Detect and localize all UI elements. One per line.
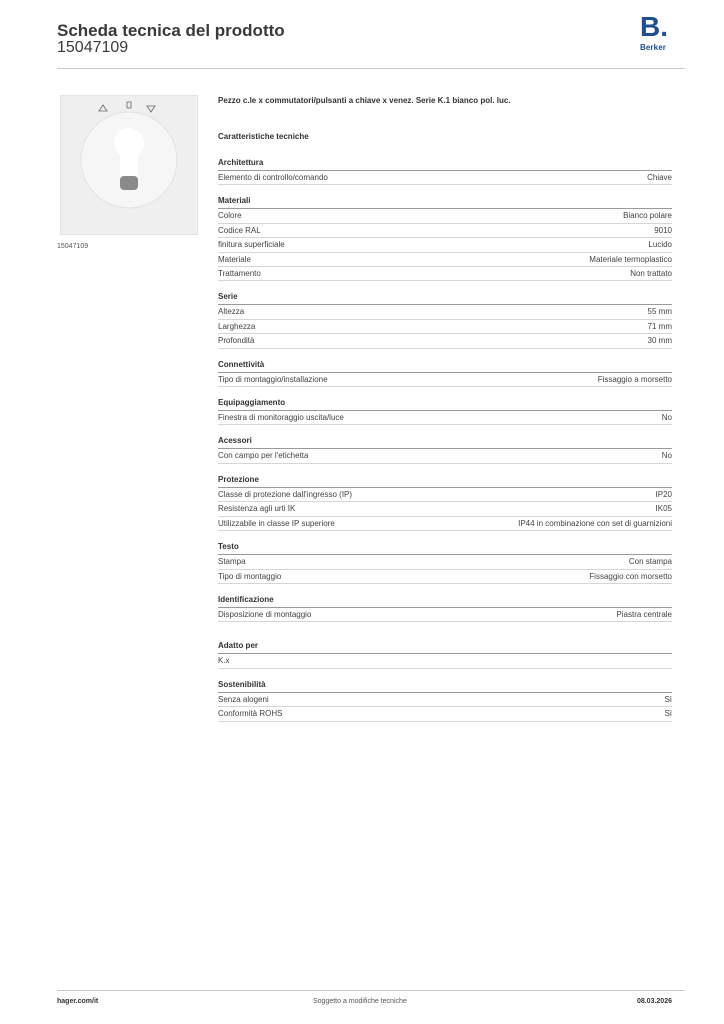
spec-label: Elemento di controllo/comando	[218, 173, 328, 182]
section-title: Testo	[218, 541, 672, 555]
spec-sections	[218, 157, 672, 722]
spec-label: Trattamento	[218, 269, 261, 279]
spec-value: Fissaggio a morsetto	[597, 374, 672, 384]
spec-row	[218, 707, 672, 721]
spec-value: IP20	[655, 489, 672, 499]
spec-row	[218, 693, 672, 707]
product-image	[60, 95, 198, 235]
image-caption: 15047109	[57, 243, 89, 250]
section-title: Equipaggiamento	[218, 397, 672, 411]
section-testo	[218, 541, 672, 584]
section-connettivita	[218, 359, 672, 387]
spec-label: Conformità ROHS	[218, 709, 283, 719]
spec-label: Classe di protezione dall'ingresso (IP)	[218, 489, 353, 499]
spec-row	[218, 555, 672, 569]
spec-label: Resistenza agli urti IK	[218, 504, 296, 514]
spec-row	[218, 305, 672, 319]
section-equipaggiamento	[218, 397, 672, 425]
spec-value: Non trattato	[630, 269, 672, 279]
section-title: Protezione	[218, 474, 672, 488]
spec-value: IK05	[655, 504, 672, 514]
section-title: Adatto per	[218, 640, 672, 654]
spec-value: 30 mm	[647, 336, 672, 346]
spec-label: K.x	[218, 656, 230, 666]
spec-row	[218, 373, 672, 387]
section-protezione	[218, 474, 672, 531]
footer-date: 08.03.2026	[636, 998, 672, 1005]
section-title: Acessori	[218, 435, 672, 449]
spec-content	[218, 95, 672, 732]
spec-row	[218, 654, 672, 668]
spec-value: Materiale termoplastico	[589, 254, 672, 264]
spec-value: IP44 in combinazione con set di guarnizioni	[518, 518, 672, 528]
footer-divider	[57, 990, 685, 991]
spec-row	[218, 238, 672, 252]
spec-label: Profondità	[218, 336, 255, 346]
spec-value: Sì	[664, 694, 672, 704]
spec-row	[218, 224, 672, 238]
key-cover-plate-illustration	[61, 96, 197, 234]
spec-label: finitura superficiale	[218, 240, 285, 250]
spec-value: Bianco polare	[623, 211, 672, 221]
spec-row	[218, 502, 672, 516]
spec-label: Disposizione di montaggio	[218, 609, 312, 619]
spec-label: Larghezza	[218, 321, 256, 331]
section-title: Serie	[218, 291, 672, 305]
spec-row	[218, 608, 672, 622]
spec-value: No	[661, 451, 672, 461]
section-serie	[218, 291, 672, 348]
spec-label: Codice RAL	[218, 225, 261, 235]
spec-row	[218, 570, 672, 584]
spec-label: Stampa	[218, 557, 246, 567]
spec-value: Lucido	[648, 240, 672, 250]
spec-value: Con stampa	[628, 557, 672, 567]
spec-value: No	[661, 413, 672, 423]
product-number: 15047109	[57, 39, 129, 56]
section-title: Connettività	[218, 359, 672, 373]
logo-letter: B.	[640, 11, 668, 42]
logo-text: Berker	[640, 43, 666, 52]
spec-value: 71 mm	[647, 321, 672, 331]
section-sostenibilita	[218, 679, 672, 722]
berker-logo	[637, 11, 677, 56]
spec-label: Altezza	[218, 307, 245, 317]
spec-value: Chiave	[647, 173, 672, 182]
section-materiali	[218, 195, 672, 281]
spec-row	[218, 320, 672, 334]
spec-label: Tipo di montaggio	[218, 571, 282, 581]
spec-value: Fissaggio con morsetto	[589, 571, 672, 581]
spec-row	[218, 253, 672, 267]
spec-label: Finestra di monitoraggio uscita/luce	[218, 413, 344, 423]
section-architettura	[218, 157, 672, 185]
spec-row	[218, 517, 672, 531]
spec-row	[218, 411, 672, 425]
spec-label: Senza alogeni	[218, 694, 269, 704]
spec-row	[218, 171, 672, 185]
spec-value: Sì	[664, 709, 672, 719]
spec-row	[218, 209, 672, 223]
spec-label: Con campo per l'etichetta	[218, 451, 309, 461]
section-title: Sostenibilità	[218, 679, 672, 693]
tech-heading: Caratteristiche tecniche	[218, 132, 309, 141]
spec-value: Piastra centrale	[616, 609, 672, 619]
page-title: Scheda tecnica del prodotto	[57, 21, 285, 40]
spec-value: 9010	[654, 225, 672, 235]
spec-row	[218, 267, 672, 281]
footer-website: hager.com/it	[57, 998, 99, 1005]
spec-label: Tipo di montaggio/installazione	[218, 374, 328, 384]
spec-label: Colore	[218, 211, 242, 221]
product-title: Pezzo c.le x commutatori/pulsanti a chiave x venez. Serie K.1 bianco pol. luc.	[218, 96, 511, 105]
spec-row	[218, 449, 672, 463]
section-identificazione	[218, 594, 672, 622]
spec-label: Materiale	[218, 254, 251, 264]
keyhole-icon	[120, 176, 138, 190]
section-title: Identificazione	[218, 594, 672, 608]
section-title: Materiali	[218, 195, 672, 209]
spec-row	[218, 334, 672, 348]
section-adatto-per	[218, 640, 672, 668]
spec-row	[218, 488, 672, 502]
spec-label: Utilizzabile in classe IP superiore	[218, 518, 335, 528]
spec-value: 55 mm	[647, 307, 672, 317]
header-divider	[57, 68, 685, 69]
section-title: Architettura	[218, 157, 672, 171]
section-acessori	[218, 435, 672, 463]
footer-note: Soggetto a modifiche tecniche	[313, 998, 407, 1005]
